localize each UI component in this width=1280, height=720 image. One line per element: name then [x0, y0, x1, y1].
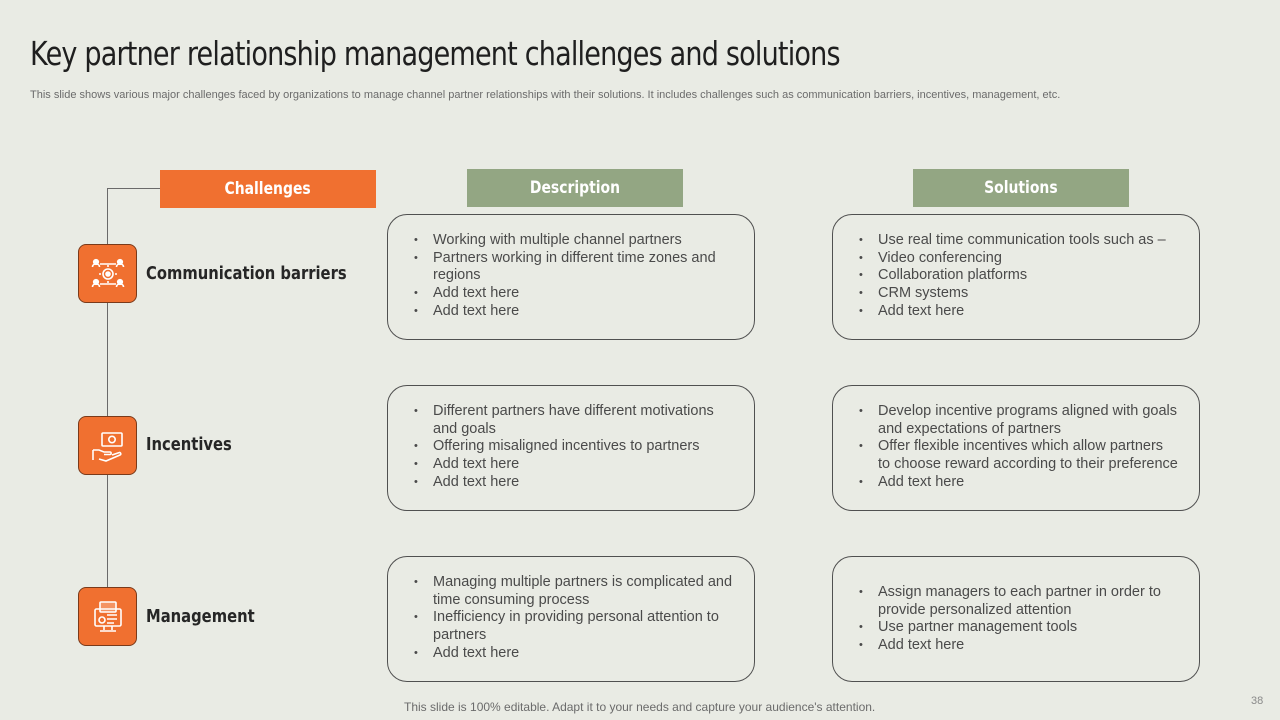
list-item: • Add text here	[414, 645, 734, 663]
description-card-communication	[387, 214, 755, 340]
description-card-management	[387, 556, 755, 682]
solutions-header	[913, 169, 1129, 207]
challenge-incentives: Incentives	[146, 434, 232, 455]
slide-footer: This slide is 100% editable. Adapt it to your needs and capture your audience's attention.	[404, 700, 876, 714]
solutions-card-management	[832, 556, 1200, 682]
challenges-header	[160, 170, 376, 208]
list-item: • Add text here	[414, 285, 734, 303]
list-item: • Add text here	[414, 303, 734, 321]
description-header	[467, 169, 683, 207]
list-item: • Add text here	[859, 474, 1179, 492]
list-item: • Add text here	[859, 637, 1179, 655]
list-item: • Add text here	[414, 456, 734, 474]
slide-title: Key partner relationship management challenges and solutions	[30, 34, 840, 73]
list-item: • Collaboration platforms	[859, 267, 1179, 285]
list-item: • Managing multiple partners is complicated and time consuming process	[414, 574, 734, 609]
hand-money-icon	[78, 416, 137, 475]
list-item: • Add text here	[859, 303, 1179, 321]
solutions-card-communication	[832, 214, 1200, 340]
page-number: 38	[1251, 695, 1264, 707]
description-header-label: Description	[529, 178, 621, 198]
list-item: • Offering misaligned incentives to partners	[414, 438, 734, 456]
list-item: • Partners working in different time zones and regions	[414, 250, 734, 285]
challenge-management: Management	[146, 606, 255, 627]
list-item: • Inefficiency in providing personal attention to partners	[414, 609, 734, 644]
challenges-header-label: Challenges	[224, 179, 312, 199]
list-item: • Add text here	[414, 474, 734, 492]
list-item: • Video conferencing	[859, 250, 1179, 268]
list-item: • Offer flexible incentives which allow partners to choose reward according to their preference	[859, 438, 1179, 473]
timeline-connector-top	[107, 188, 160, 189]
slide-subtitle: This slide shows various major challenges faced by organizations to manage channel partner relationships with their solutions. It includes challenges such as communication barriers, incentives, management, etc.	[30, 89, 1061, 101]
solutions-header-label: Solutions	[984, 178, 1058, 198]
list-item: • Working with multiple channel partners	[414, 232, 734, 250]
list-item: • Use real time communication tools such as –	[859, 232, 1179, 250]
challenge-communication-barriers: Communication barriers	[146, 263, 347, 284]
list-item: • Use partner management tools	[859, 619, 1179, 637]
solutions-card-incentives	[832, 385, 1200, 511]
description-card-incentives	[387, 385, 755, 511]
list-item: • Assign managers to each partner in order to provide personalized attention	[859, 584, 1179, 619]
list-item: • Different partners have different motivations and goals	[414, 403, 734, 438]
computer-management-icon	[78, 587, 137, 646]
list-item: • CRM systems	[859, 285, 1179, 303]
list-item: • Develop incentive programs aligned with goals and expectations of partners	[859, 403, 1179, 438]
network-gear-icon	[78, 244, 137, 303]
